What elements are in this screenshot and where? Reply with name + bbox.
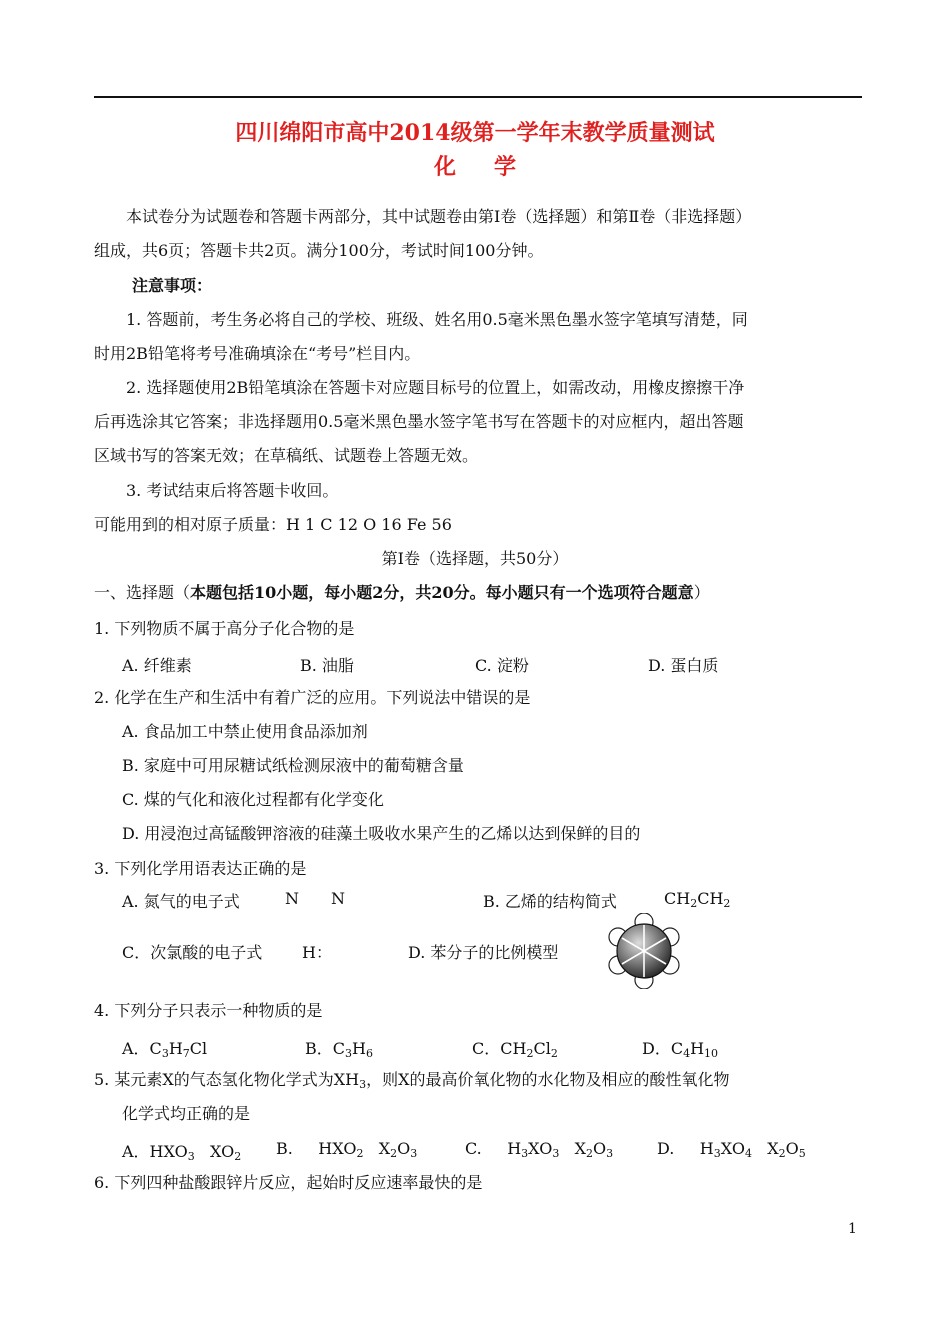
q4-stem: 4. 下列分子只表示一种物质的是 bbox=[94, 1001, 323, 1020]
section1-prefix: 一、选择题（ bbox=[94, 583, 191, 602]
section1-instructions: 本题包括10小题，每小题2分，共20分。每小题只有一个选项符合题意 bbox=[190, 583, 694, 602]
intro-line-1: 本试卷分为试题卷和答题卡两部分，其中试题卷由第Ⅰ卷（选择题）和第Ⅱ卷（非选择题） bbox=[126, 207, 752, 226]
q4-option-a: A．$C_3H_7Cl$ bbox=[122, 1039, 208, 1060]
subject-title: 化学 bbox=[433, 154, 554, 180]
notes-heading: 注意事项： bbox=[132, 276, 213, 295]
atomic-masses: 可能用到的相对原子质量：H 1 C 12 O 16 Fe 56 bbox=[94, 515, 452, 534]
q6-stem: 6. 下列四种盐酸跟锌片反应，起始时反应速率最快的是 bbox=[94, 1173, 483, 1192]
q3-option-b-label: B. 乙烯的结构简式 bbox=[483, 892, 617, 911]
q2-stem: 2. 化学在生产和生活中有着广泛的应用。下列说法中错误的是 bbox=[94, 688, 531, 707]
q1-option-b: B. 油脂 bbox=[300, 656, 354, 675]
q4-option-b: B．$C_3H_6$ bbox=[305, 1039, 373, 1060]
benzene-model-image bbox=[604, 913, 684, 989]
header-rule bbox=[94, 96, 862, 98]
q4-option-d: D．$C_4H_{10}$ bbox=[642, 1039, 719, 1060]
q5-stem-line-1: 5. 某元素X的气态氢化物化学式为$XH_3$，则X的最高价氧化物的水化物及相应的酸性氧化物 bbox=[94, 1070, 730, 1091]
q2-option-a: A. 食品加工中禁止使用食品添加剂 bbox=[122, 722, 368, 741]
q2-option-c: C. 煤的气化和液化过程都有化学变化 bbox=[122, 790, 384, 809]
q5-option-d: D. $H_3XO_4$ $X_2O_5$ bbox=[657, 1139, 806, 1160]
section1-heading bbox=[94, 583, 710, 603]
section1-suffix: ） bbox=[693, 583, 710, 602]
q5-stem-line-2: 化学式均正确的是 bbox=[122, 1104, 251, 1123]
q5-option-a: A．$HXO_3$ $XO_2$ bbox=[122, 1142, 242, 1163]
note-1-line-2: 时用2B铅笔将考号准确填涂在“考号”栏目内。 bbox=[94, 344, 421, 363]
q3-option-d-label: D. 苯分子的比例模型 bbox=[408, 943, 559, 962]
q3-stem: 3. 下列化学用语表达正确的是 bbox=[94, 859, 307, 878]
exam-title: 四川绵阳市高中2014级第一学年末教学质量测试 bbox=[235, 120, 715, 146]
q3-option-b-formula: $CH_2CH_2$ bbox=[664, 889, 731, 910]
note-3: 3. 考试结束后将答题卡收回。 bbox=[126, 481, 339, 500]
q4-option-c: C．$CH_2Cl_2$ bbox=[472, 1039, 558, 1060]
q3-option-a-n1: N bbox=[285, 889, 299, 908]
q5-option-c: C. $H_3XO_3$ $X_2O_3$ bbox=[465, 1139, 614, 1160]
note-2-line-3: 区域书写的答案无效；在草稿纸、试题卷上答题无效。 bbox=[94, 446, 479, 465]
q1-option-c: C. 淀粉 bbox=[475, 656, 529, 675]
q2-option-d: D. 用浸泡过高锰酸钾溶液的硅藻土吸收水果产生的乙烯以达到保鲜的目的 bbox=[122, 824, 641, 843]
q1-option-d: D. 蛋白质 bbox=[648, 656, 719, 675]
q1-stem: 1. 下列物质不属于高分子化合物的是 bbox=[94, 619, 355, 638]
q3-option-c-label: C．次氯酸的电子式 bbox=[122, 943, 263, 962]
q2-option-b: B. 家庭中可用尿糖试纸检测尿液中的葡萄糖含量 bbox=[122, 756, 464, 775]
note-2-line-2: 后再选涂其它答案；非选择题用0.5毫米黑色墨水签字笔书写在答题卡的对应框内，超出答题 bbox=[94, 412, 744, 431]
q1-option-a: A. 纤维素 bbox=[122, 656, 192, 675]
q3-option-c-formula: H： bbox=[302, 943, 332, 962]
q5-option-b: B. $HXO_2$ $X_2O_3$ bbox=[276, 1139, 418, 1160]
part1-heading: 第Ⅰ卷（选择题，共50分） bbox=[381, 549, 569, 568]
q3-option-a-n2: N bbox=[331, 889, 345, 908]
q3-option-a-label: A. 氮气的电子式 bbox=[122, 892, 240, 911]
intro-line-2: 组成，共6页；答题卡共2页。满分100分，考试时间100分钟。 bbox=[94, 241, 544, 260]
page-number: 1 bbox=[848, 1221, 857, 1237]
note-2-line-1: 2. 选择题使用2B铅笔填涂在答题卡对应题目标号的位置上，如需改动，用橡皮擦擦干净 bbox=[126, 378, 745, 397]
note-1-line-1: 1. 答题前，考生务必将自己的学校、班级、姓名用0.5毫米黑色墨水签字笔填写清楚，同 bbox=[126, 310, 748, 329]
